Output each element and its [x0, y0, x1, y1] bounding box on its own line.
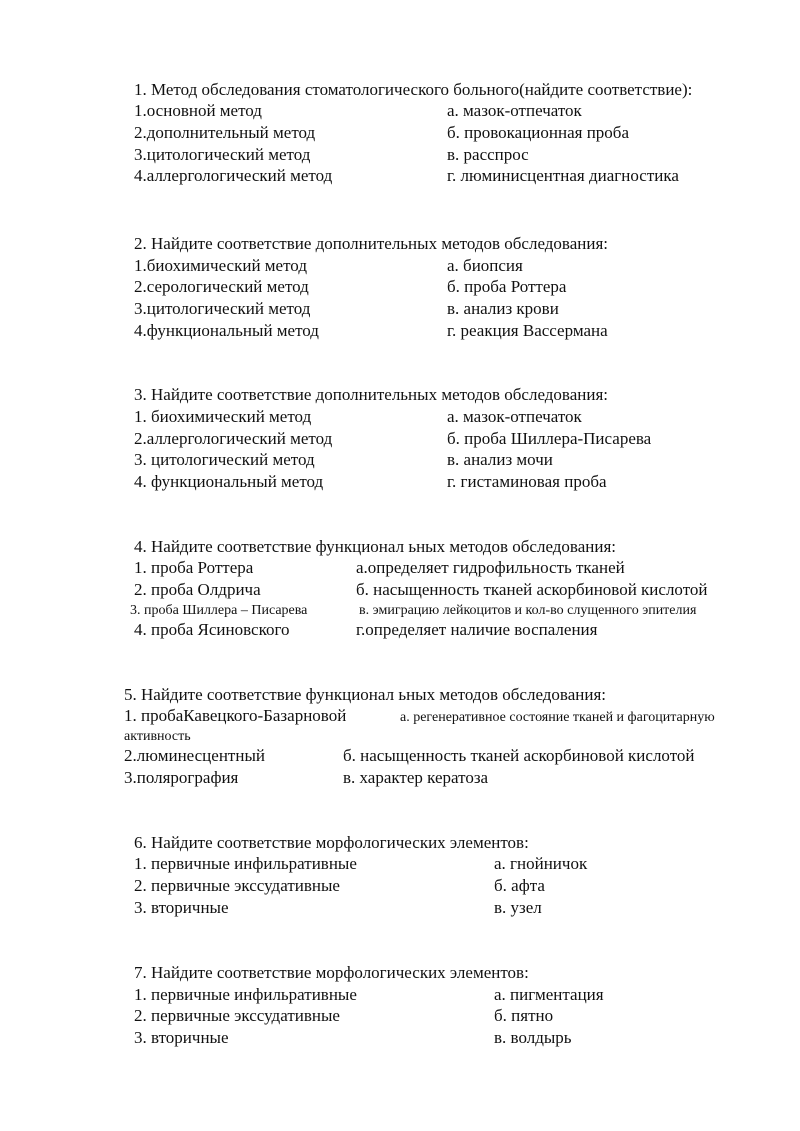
question-7-title: 7. Найдите соответствие морфологических элементов: [134, 963, 529, 982]
q7-right-2: б. пятно [494, 1006, 554, 1025]
q5-left-3: 3.полярография [124, 768, 239, 787]
q6-left-2: 2. первичные экссудативные [134, 876, 340, 895]
q2-right-2: б. проба Роттера [447, 277, 567, 296]
q2-right-3: в. анализ крови [447, 299, 559, 318]
q6-left-1: 1. первичные инфильративные [134, 854, 357, 873]
q5-right-1: а. регенеративное состояние тканей и фагоцитарную активность [124, 710, 715, 744]
q6-right-2: б. афта [494, 876, 545, 895]
q4-left-2: 2. проба Олдрича [134, 580, 261, 599]
q5-left-2: 2.люминесцентный [124, 746, 265, 765]
q6-right-1: а. гнойничок [494, 854, 588, 873]
q1-left-3: 3.цитологический метод [134, 145, 311, 164]
q4-right-4: г.определяет наличие воспаления [356, 620, 598, 639]
question-4-title: 4. Найдите соответствие функционал ьных методов обследования: [134, 537, 617, 556]
q2-left-2: 2.серологический метод [134, 277, 309, 296]
q6-left-3: 3. вторичные [134, 898, 229, 917]
q3-right-4: г. гистаминовая проба [447, 472, 607, 491]
q1-right-3: в. расспрос [447, 145, 529, 164]
q3-left-2: 2.аллергологический метод [134, 429, 333, 448]
q3-left-1: 1. биохимический метод [134, 407, 312, 426]
question-5-title: 5. Найдите соответствие функционал ьных методов обследования: [124, 685, 607, 704]
q1-left-2: 2.дополнительный метод [134, 123, 316, 142]
q1-right-1: а. мазок-отпечаток [447, 101, 582, 120]
q6-right-3: в. узел [494, 898, 542, 917]
q3-right-1: а. мазок-отпечаток [447, 407, 582, 426]
question-1-title: 1. Метод обследования стоматологического больного(найдите соответствие): [134, 80, 693, 99]
q7-left-2: 2. первичные экссудативные [134, 1006, 340, 1025]
q1-left-1: 1.основной метод [134, 101, 262, 120]
q5-right-3: в. характер кератоза [343, 768, 489, 787]
q1-left-4: 4.аллергологический метод [134, 166, 333, 185]
q2-right-1: а. биопсия [447, 256, 523, 275]
q7-right-3: в. волдырь [494, 1028, 572, 1047]
q2-right-4: г. реакция Вассермана [447, 321, 608, 340]
q4-right-1: а.определяет гидрофильность тканей [356, 558, 625, 577]
q5-right-2: б. насыщенность тканей аскорбиновой кислотой [343, 746, 695, 765]
q1-right-4: г. люминисцентная диагностика [447, 166, 679, 185]
q1-right-2: б. провокационная проба [447, 123, 630, 142]
q2-left-3: 3.цитологический метод [134, 299, 311, 318]
q4-left-1: 1. проба Роттера [134, 558, 254, 577]
q7-left-3: 3. вторичные [134, 1028, 229, 1047]
question-3-title: 3. Найдите соответствие дополнительных методов обследования: [134, 385, 609, 404]
question-2-title: 2. Найдите соответствие дополнительных методов обследования: [134, 234, 609, 253]
q2-left-4: 4.функциональный метод [134, 321, 319, 340]
q5-left-1: 1. пробаКавецкого-Базарновой [124, 706, 347, 725]
q4-left-3: 3. проба Шиллера – Писарева [130, 603, 308, 618]
q4-left-4: 4. проба Ясиновского [134, 620, 290, 639]
q3-left-4: 4. функциональный метод [134, 472, 324, 491]
q4-right-2: б. насыщенность тканей аскорбиновой кислотой [356, 580, 708, 599]
q7-left-1: 1. первичные инфильративные [134, 985, 357, 1004]
question-6-title: 6. Найдите соответствие морфологических элементов: [134, 833, 529, 852]
q2-left-1: 1.биохимический метод [134, 256, 307, 275]
q3-left-3: 3. цитологический метод [134, 450, 315, 469]
q7-right-1: а. пигментация [494, 985, 604, 1004]
q4-right-3: в. эмиграцию лейкоцитов и кол-во слущенного эпителия [359, 603, 697, 618]
q3-right-3: в. анализ мочи [447, 450, 553, 469]
q3-right-2: б. проба Шиллера-Писарева [447, 429, 652, 448]
